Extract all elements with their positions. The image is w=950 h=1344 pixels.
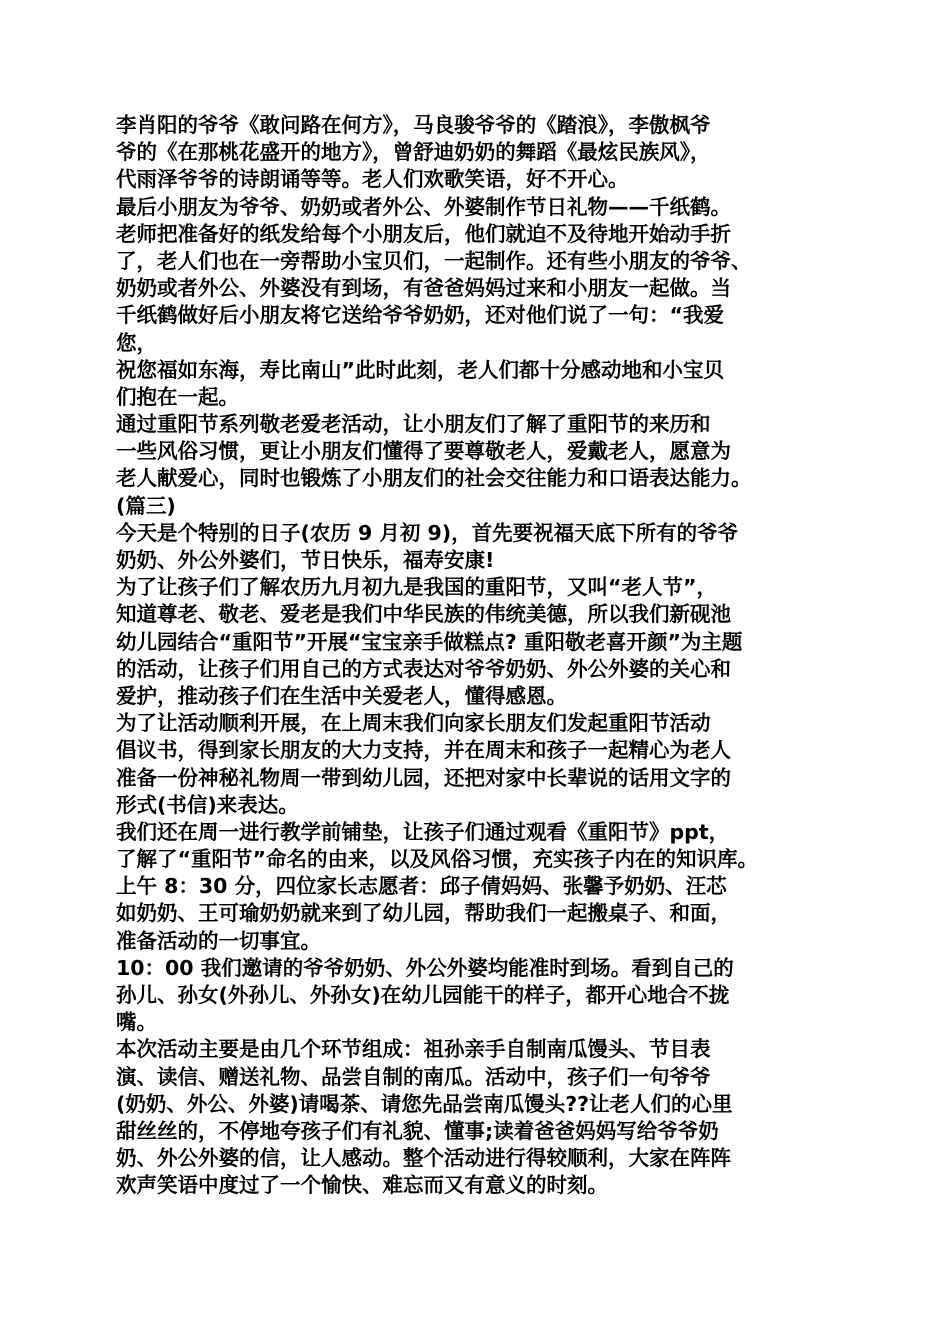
text-line: 幼儿园结合“重阳节”开展“宝宝亲手做糕点? 重阳敬老喜开颜”为主题 xyxy=(116,629,743,654)
text-line: 知道尊老、敬老、爱老是我们中华民族的伟统美德，所以我们新砚池 xyxy=(116,602,731,627)
text-line: 嘴。 xyxy=(116,1010,157,1035)
text-line: 李肖阳的爷爷《敢问路在何方》，马良骏爷爷的《踏浪》，李傲枫爷 xyxy=(116,113,711,137)
text-line: 了，老人们也在一旁帮助小宝贝们，一起制作。还有些小朋友的爷爷、 xyxy=(116,248,752,273)
text-line: 老师把准备好的纸发给每个小朋友后，他们就迫不及待地开始动手折 xyxy=(116,221,731,246)
text-line: 为了让孩子们了解农历九月初九是我国的重阳节，又叫“老人节”， xyxy=(116,575,717,600)
text-line: 如奶奶、王可瑜奶奶就来到了幼儿园，帮助我们一起搬桌子、和面， xyxy=(116,901,731,926)
text-line: 代雨泽爷爷的诗朗诵等等。老人们欢歌笑语，好不开心。 xyxy=(116,167,629,192)
text-line: 今天是个特别的日子(农历 9 月初 9)，首先要祝福天底下所有的爷爷 xyxy=(116,520,739,545)
text-line: 奶奶、外公外婆们，节日快乐，福寿安康! xyxy=(116,548,495,572)
text-line: 10：00 我们邀请的爷爷奶奶、外公外婆均能准时到场。看到自己的 xyxy=(116,955,734,980)
text-line: 爷的《在那桃花盛开的地方》，曾舒迪奶奶的舞蹈《最炫民族风》， xyxy=(116,140,711,165)
text-line: 欢声笑语中度过了一个愉快、难忘而又有意义的时刻。 xyxy=(116,1173,608,1198)
text-line: 准备活动的一切事宜。 xyxy=(116,928,321,953)
text-line: 老人献爱心，同时也锻炼了小朋友们的社会交往能力和口语表达能力。 xyxy=(116,466,752,491)
text-line: (奶奶、外公、外婆)请喝茶、请您先品尝南瓜馒头??让老人们的心里 xyxy=(116,1091,733,1116)
text-line: 我们还在周一进行教学前铺垫，让孩子们通过观看《重阳节》ppt， xyxy=(116,819,730,844)
text-line: 形式(书信)来表达。 xyxy=(116,792,299,817)
text-line: 孙儿、孙女(外孙儿、外孙女)在幼儿园能干的样子，都开心地合不拢 xyxy=(116,983,730,1007)
text-line: 演、读信、赠送礼物、品尝自制的南瓜。活动中，孩子们一句爷爷 xyxy=(116,1064,711,1089)
text-line: 奶奶或者外公、外婆没有到场，有爸爸妈妈过来和小朋友一起做。当 xyxy=(116,276,731,301)
text-line: 最后小朋友为爷爷、奶奶或者外公、外婆制作节日礼物——千纸鹤。 xyxy=(116,194,731,219)
text-line: 奶、外公外婆的信，让人感动。整个活动进行得较顺利，大家在阵阵 xyxy=(116,1146,731,1171)
text-line: (篇三) xyxy=(116,493,176,518)
text-line: 您， xyxy=(116,330,157,355)
text-line: 通过重阳节系列敬老爱老活动，让小朋友们了解了重阳节的来历和 xyxy=(116,412,711,437)
text-line: 的活动，让孩子们用自己的方式表达对爷爷奶奶、外公外婆的关心和 xyxy=(116,656,731,681)
text-line: 本次活动主要是由几个环节组成：祖孙亲手自制南瓜馒头、节目表 xyxy=(116,1037,711,1062)
text-line: 祝您福如东海，寿比南山”此时此刻，老人们都十分感动地和小宝贝 xyxy=(116,357,724,382)
text-line: 爱护，推动孩子们在生活中关爱老人，懂得感恩。 xyxy=(116,683,567,708)
text-line: 们抱在一起。 xyxy=(116,384,239,409)
text-line: 上午 8：30 分，四位家长志愿者：邱子倩妈妈、张馨予奶奶、汪芯 xyxy=(116,874,727,899)
body-text xyxy=(116,112,840,1200)
text-line: 倡议书，得到家长朋友的大力支持，并在周末和孩子一起精心为老人 xyxy=(116,738,731,763)
text-line: 为了让活动顺利开展，在上周末我们向家长朋友们发起重阳节活动 xyxy=(116,711,711,736)
text-line: 准备一份神秘礼物周一带到幼儿园，还把对家中长辈说的话用文字的 xyxy=(116,765,731,790)
text-line: 千纸鹤做好后小朋友将它送给爷爷奶奶，还对他们说了一句：“我爱 xyxy=(116,303,724,328)
text-line: 甜丝丝的，不停地夸孩子们有礼貌、懂事;读着爸爸妈妈写给爷爷奶 xyxy=(116,1118,719,1143)
text-line: 一些风俗习惯，更让小朋友们懂得了要尊敬老人，爱戴老人，愿意为 xyxy=(116,439,731,464)
text-line: 了解了“重阳节”命名的由来，以及风俗习惯，充实孩子内在的知识库。 xyxy=(116,847,758,872)
